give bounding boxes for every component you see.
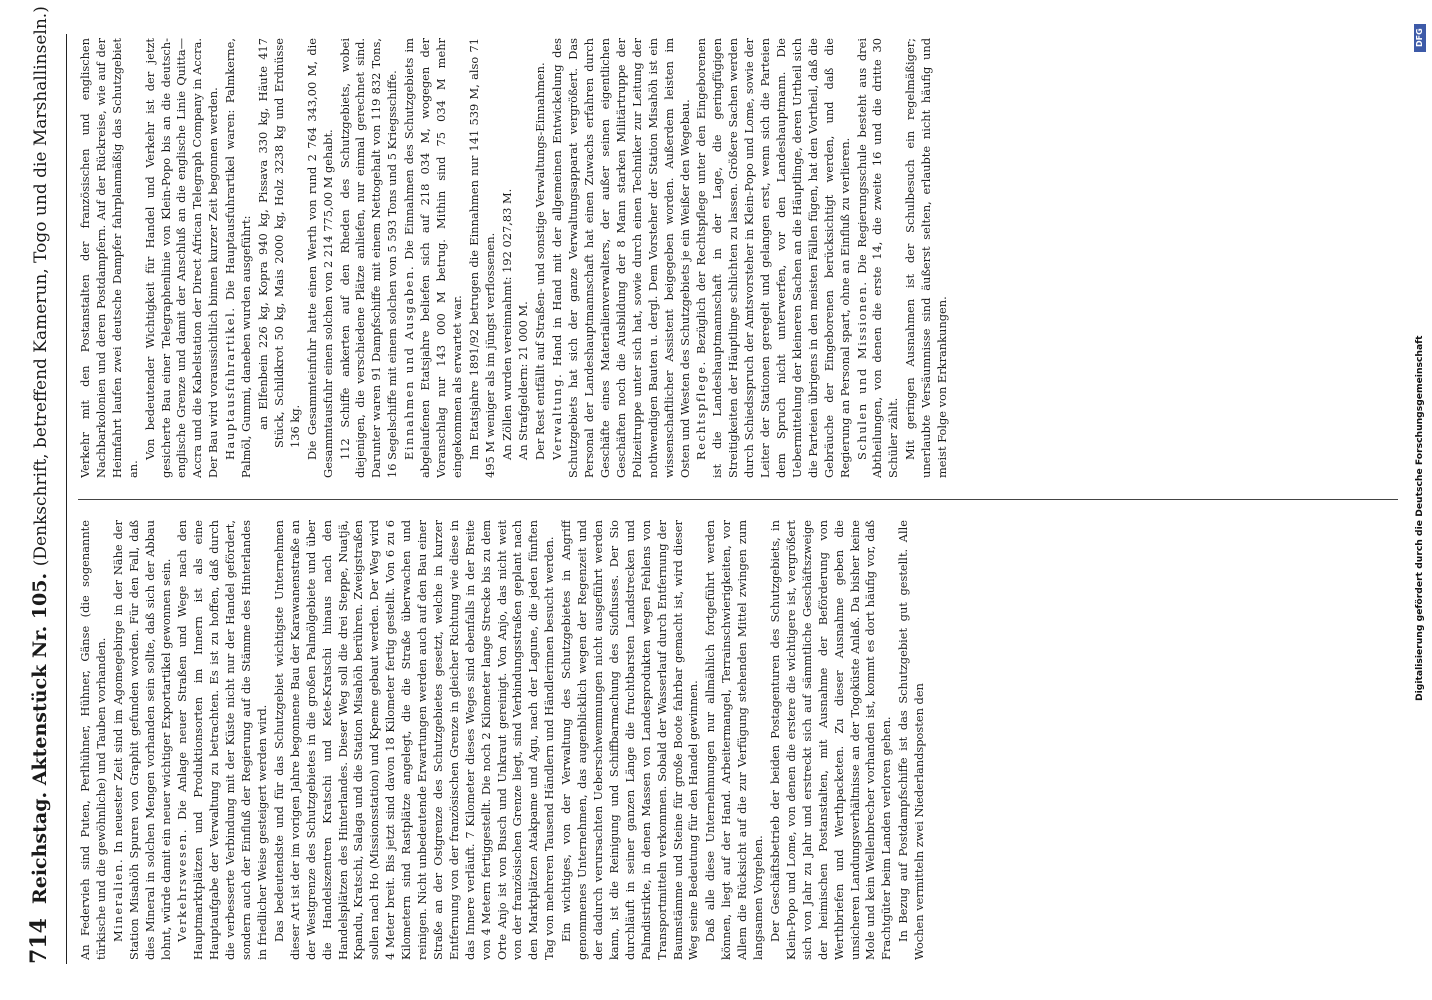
- document-subtitle: (Denkschrift, betreffend Kamerun, Togo und die Marshallinseln.): [31, 6, 51, 567]
- paragraph: [550, 38, 693, 478]
- section-lead: Schulen und Missionen.: [854, 280, 869, 460]
- section-lead: Verkehrswesen.: [175, 827, 190, 942]
- dfg-side-strip: [1408, 14, 1428, 986]
- page-number: 714: [26, 918, 52, 964]
- paragraph: [78, 520, 110, 960]
- paragraph: [855, 38, 903, 478]
- paragraph: [78, 38, 142, 478]
- paragraph-text: Daß alle diese Unternehmungen nur allmählich fortgeführt werden können, liegt auf der Hand. Arbeitermangel, Terrainschwierigkeiten, vor Allem die Rücksicht auf die zur Verfügung stehenden Mittel zwingen zum langsamen Vorgehen.: [703, 520, 766, 960]
- section-lead: Hauptausfuhrartikel.: [223, 306, 238, 460]
- paragraph: [768, 520, 895, 960]
- paragraph-text: An Strafgeldern: 21 000 M.: [516, 301, 531, 460]
- paragraph: [175, 520, 270, 960]
- paragraph-text: An Zöllen wurden vereinnahmt: 192 027,83 M.: [499, 188, 514, 460]
- paragraph: [703, 520, 767, 960]
- paragraph-text: Der Rest entfällt auf Straßen- und sonstige Verwaltungs-Einnahmen.: [533, 62, 548, 460]
- paragraph: [338, 38, 402, 478]
- paragraph: [467, 38, 499, 478]
- paragraph-text: Die Einnahmen des Schutzgebiets im abgelaufenen Etatsjahre beliefen sich auf 218 034 M, wogegen der Voranschlag nur 143 000 M betrug. Mithin sind 75 034 M mehr eingekommen als erwartet war.: [402, 38, 464, 478]
- paragraph-text: Der Geschäftsbetrieb der beiden Postagenturen des Schutzgebiets, in Klein-Popo und Lome, von denen die erstere die wichtigere ist, vergrößert sich von Jahr zu Jahr und erstreckt sich auf sämmtliche Geschäftszweige der heimischen Postanstalten, mit Ausnahme der Beförderung von Werthbriefen und Werthpacketen. Zu dieser Ausnahme geben die unsicheren Landungsverhältnisse an der Togoküste Anlaß. Da bisher keine Mole und kein Wellenbrecher vorhanden ist, kommt es dort häufig vor, daß Frachtgüter beim Landen verloren gehen.: [767, 520, 894, 960]
- paragraph: [256, 38, 304, 478]
- section-lead: Verwaltung.: [550, 372, 565, 460]
- paragraph-text: Die Anlage neuer Straßen und Wege nach den Hauptmarktplätzen und Produktionsorten im Innern ist als eine Hauptaufgabe der Verwaltung zu betrachten. Es ist zu hoffen, daß durch die verbesserte Verbindung mit der Küste nicht nur der Handel gefördert, sondern auch der Einfluß der Regierung auf die Stämme des Hinterlandes in friedlicher Weise gesteigert werden wird.: [175, 520, 269, 960]
- paragraph-text: Im Etatsjahre 1891/92 betrugen die Einnahmen nur 141 539 M, also 71 495 M weniger als im jüngst verflossenen.: [466, 38, 497, 478]
- paragraph: [402, 38, 466, 478]
- paragraph: [223, 38, 255, 478]
- paragraph-text: an Elfenbein 226 kg, Kopra 940 kg, Pissava 330 kg, Häute 417 Stück, Schildkrot 50 kg, Mais 2000 kg, Holz 3238 kg und Erdnüsse 136 kg.: [255, 38, 302, 448]
- paragraph-text: An Federvieh sind Puten, Perlhühner, Hühner, Gänse (die sogenannte türkische und die gewöhnliche) und Tauben vorhanden.: [78, 520, 108, 960]
- paragraph-text: In Bezug auf Postdampfschiffe ist das Schutzgebiet gut gestellt. Alle Wochen vermitteln zwei Niederlandsposten den: [896, 520, 927, 960]
- paragraph: [272, 520, 558, 960]
- paragraph: [143, 38, 223, 478]
- section-lead: Mineralien.: [110, 857, 125, 942]
- paragraph-text: Die Gesammteinfuhr hatte einen Werth von rund 2 764 343,00 M, die Gesammtausfuhr einen solchen von 2 214 775,00 M gehabt.: [304, 38, 335, 478]
- paragraph: [111, 520, 175, 960]
- paragraph: [500, 38, 516, 478]
- digitization-credit: Digitalisierung gefördert durch die Deutsche Forschungsgemeinschaft: [1414, 335, 1425, 701]
- right-text-column: [78, 38, 1398, 478]
- paragraph-text: Ein wichtiges, von der Verwaltung des Schutzgebietes in Angriff genommenes Unternehmen, das augenblicklich wegen der Regenzeit und der dadurch verursachten Ueberschwemmungen nicht ausgeführt werden kann, ist die Reinigung und Schiffbarmachung des Sioflusses. Der Sio durchläuft in seiner ganzen Länge die fruchtbarsten Landstrecken und Palmdistrikte, in denen Massen von Landesprodukten wegen Fehlens von Transportmitteln verkommen. Sobald der Wasserlauf durch Entfernung der Baumstämme und Steine für große Boote fahrbar gemacht ist, wird dieser Weg seine Bedeutung für den Handel gewinnen.: [559, 520, 701, 960]
- paragraph-text: Die Hauptausfuhrartikel waren: Palmkerne, Palmöl, Gummi, daneben wurden ausgeführt:: [223, 38, 254, 478]
- paragraph-text: In neuester Zeit sind im Agomegebirge in der Nähe der Station Misahöh Spuren von Graphit gefunden worden. Für den Fall, daß dies Mineral in solchen Mengen vorhanden sein sollte, daß sich der Abbau lohnt, würde damit ein neuer wichtiger Exportartikel gewonnen sein.: [110, 520, 173, 960]
- paragraph: [305, 38, 337, 478]
- dfg-logo: DFG: [1414, 24, 1426, 52]
- paragraph-text: Bezüglich der Rechtspflege unter den Eingeborenen ist die Landeshauptmannschaft in der Lage, die geringfügigen Streitigkeiten der Häuptlinge schlichten zu lassen. Größere Sachen werden durch Schiedsspruch der Amtsvorsteher in Klein-Popo und Lome, sowie der Leiter der Stationen geregelt und gelangen erst, wenn sich die Parteien dem Spruch nicht unterwerfen, vor den Landeshauptmann. Die Uebermittelung der kleineren Sachen an die Häuptlinge, deren Urtheil sich die Parteien übrigens in den meisten Fällen fügen, hat den Vortheil, daß die Gebräuche der Eingeborenen berücksichtigt werden, und daß die Regierung an Personal spart, ohne an Einfluß zu verlieren.: [694, 38, 852, 478]
- paragraph: [516, 38, 532, 478]
- header-rule: [66, 34, 67, 964]
- section-lead: Einnahmen und Ausgaben.: [402, 264, 417, 460]
- paragraph-text: Verkehr mit den Postanstalten der französischen und englischen Nachbarkolonien und deren Postdampfern. Auf der Rückreise, wie auf der Heimfahrt laufen zwei deutsche Dampfer fahrplanmäßig das Schutzgebiet an.: [78, 38, 140, 478]
- paragraph-text: Das bedeutendste und für das Schutzgebiet wichtigste Unternehmen dieser Art ist der im vorigen Jahre begonnene Bau der Karawanenstraße an der Westgrenze des Schutzgebietes in die großen Palmölgebiete und über die Handelszentren Kratschi und Kete-Kratschi hinaus nach den Handelsplätzen des Hinterlandes. Dieser Weg soll die drei Steppe, Nuatjä, Kpandu, Kratschi, Salaga und die Station Misahöh berühren. Zweigstraßen sollen nach Ho (Missionsstation) und Kpeme gebaut werden. Der Weg wird 4 Meter breit. Bis jetzt sind davon 18 Kilometer fertig gestellt. Von 6 zu 6 Kilometern sind Rastplätze angelegt, die die Straße überwachen und reinigen. Nicht unbedeutende Erwartungen werden auch auf den Bau einer Straße an der Ostgrenze des Schutzgebietes gesetzt, welche in kurzer Entfernung von der französischen Grenze in gleicher Richtung wie diese in das Innere verläuft. 7 Kilometer dieses Weges sind ebenfalls in der Breite von 4 Metern fertiggestellt. Die noch 2 Kilometer lange Strecke bis zu dem Orte Anjo ist von Busch und Unkraut gereinigt. Von Anjo, das nicht weit von der französischen Grenze liegt, sind Verbindungsstraßen geplant nach den Marktplätzen Atakpame und Agu, nach der Lagune, die jeden fünften Tag von mehreren Tausend Händlern und Händlerinnen besucht werden.: [271, 520, 557, 960]
- paragraph-text: Mit geringen Ausnahmen ist der Schulbesuch ein regelmäßiger; unerlaubte Versäumnisse sind äußerst selten, erlaubte nicht häufig und meist Folge von Erkrankungen.: [903, 38, 950, 478]
- paragraph: [903, 38, 951, 478]
- paragraph: [533, 38, 549, 478]
- paragraph-text: Von bedeutender Wichtigkeit für Handel und Verkehr ist der jetzt gesicherte Bau einer Telegraphenlinie von Klein-Popo bis an die deutsch-englische Grenze und damit der Anschluß an die englische Linie Quitta—Accra und die Kabelstation der Direct African Telegraph Company in Accra. Der Bau wird voraussichtlich binnen kurzer Zeit begonnen werden.: [142, 38, 221, 478]
- running-title: [29, 6, 51, 904]
- paragraph-text: 112 Schiffe ankerten auf den Rheden des Schutzgebiets, wobei diejenigen, die verschiedene Plätze anliefen, nur einmal gerechnet sind. Darunter waren 91 Dampfschiffe mit einem Nettogehalt von 119 832 Tons, 16 Segelschiffe mit einem solchen von 5 593 Tons und 5 Kriegsschiffe.: [337, 38, 400, 478]
- paragraph: [559, 520, 702, 960]
- paragraph: [896, 520, 928, 960]
- page-header: [26, 6, 60, 964]
- paragraph-text: Hand in Hand mit der allgemeinen Entwickelung des Schutzgebiets hat sich der ganze Verwaltungsapparat vergrößert. Das Personal der Landeshauptmannschaft hat einen Zuwachs erfahren durch Geschäfte eines Materialienverwalters, der außer seinen eigentlichen Geschäften noch die Ausbildung der 8 Mann starken Militärtruppe der Polizeitruppe unter sich hat, sowie durch einen Techniker zur Leitung der nothwendigen Bauten u. dergl. Dem Vorsteher der Station Misahöh ist ein wissenschaftlicher Assistent beigegeben worden. Außerdem leisten im Osten und Westen des Schutzgebiets je ein Weißer den Wegebau.: [550, 38, 692, 478]
- section-lead: Rechtspflege.: [694, 360, 709, 460]
- left-text-column: [78, 520, 1398, 960]
- paragraph: [694, 38, 853, 478]
- document-title: Reichstag. Aktenstück Nr. 105.: [29, 572, 51, 905]
- column-divider: [78, 499, 1398, 500]
- paragraph-text: Die Regierungsschule besteht aus drei Abtheilungen, von denen die erste 14, die zweite 16 und die dritte 30 Schüler zählt.: [854, 38, 901, 478]
